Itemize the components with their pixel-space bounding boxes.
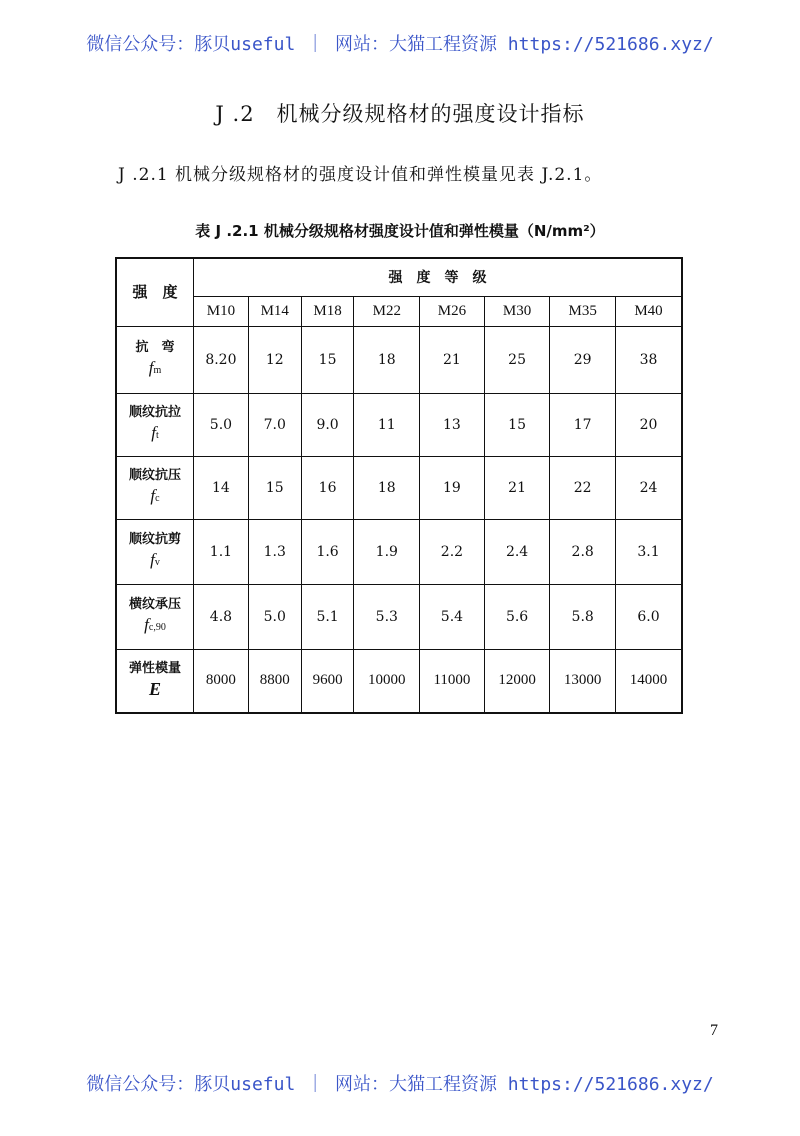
table-caption: 表 J .2.1 机械分级规格材强度设计值和弹性模量（N/mm²）: [195, 222, 605, 240]
table-cell: 13: [420, 393, 485, 456]
table-cell: 2.2: [420, 519, 485, 584]
table-cell: 17: [550, 393, 616, 456]
table-cell: 29: [550, 326, 616, 393]
table-cell: 20: [615, 393, 682, 456]
table-cell: 8000: [194, 649, 249, 713]
table-cell: 4.8: [194, 584, 249, 649]
grade-header: M22: [354, 296, 420, 326]
table-cell: 19: [420, 456, 485, 519]
table-cell: 16: [301, 456, 354, 519]
grade-header: M30: [484, 296, 550, 326]
table-cell: 7.0: [248, 393, 301, 456]
table-cell: 1.6: [301, 519, 354, 584]
table-cell: 1.1: [194, 519, 249, 584]
table-cell: 11: [354, 393, 420, 456]
table-cell: 22: [550, 456, 616, 519]
grade-header: M40: [615, 296, 682, 326]
table-cell: 24: [615, 456, 682, 519]
table-cell: 10000: [354, 649, 420, 713]
table-cell: 9600: [301, 649, 354, 713]
row-symbol: E: [148, 678, 161, 699]
table-row: [116, 584, 682, 649]
table-cell: 9.0: [301, 393, 354, 456]
grade-header: M14: [248, 296, 301, 326]
table-cell: 5.1: [301, 584, 354, 649]
table-cell: 15: [301, 326, 354, 393]
table-cell: 5.0: [248, 584, 301, 649]
table-cell: 5.4: [420, 584, 485, 649]
row-label: 顺纹抗压: [128, 468, 181, 483]
row-header: [116, 393, 194, 456]
grade-header: M18: [301, 296, 354, 326]
grade-header: M10: [194, 296, 249, 326]
row-header: [116, 584, 194, 649]
table-row: [116, 649, 682, 713]
table-cell: 14: [194, 456, 249, 519]
watermark-top: 微信公众号：豚贝useful ｜ 网站：大猫工程资源 https://521686.xyz/: [86, 34, 714, 55]
paragraph: J .2.1 机械分级规格材的强度设计值和弹性模量见表 J.2.1。: [118, 165, 603, 185]
row-symbol: fv: [150, 550, 160, 569]
table-cell: 21: [484, 456, 550, 519]
table-cell: 38: [615, 326, 682, 393]
table-cell: 15: [248, 456, 301, 519]
table-cell: 5.8: [550, 584, 616, 649]
grade-header: M35: [550, 296, 616, 326]
table-cell: 6.0: [615, 584, 682, 649]
page-number: 7: [710, 1022, 718, 1039]
table-cell: 21: [420, 326, 485, 393]
row-header: [116, 519, 194, 584]
table-row: [116, 393, 682, 456]
row-label: 横纹承压: [128, 597, 181, 612]
corner-header: 强 度: [116, 258, 194, 326]
table-cell: 5.6: [484, 584, 550, 649]
table-cell: 8800: [248, 649, 301, 713]
table-cell: 8.20: [194, 326, 249, 393]
row-symbol: ft: [151, 423, 159, 442]
table-cell: 2.4: [484, 519, 550, 584]
strength-table: [115, 257, 683, 714]
table-cell: 14000: [615, 649, 682, 713]
table-cell: 12: [248, 326, 301, 393]
table-cell: 18: [354, 326, 420, 393]
table-cell: 2.8: [550, 519, 616, 584]
row-symbol: fc,90: [144, 615, 166, 634]
row-label: 弹性模量: [128, 660, 181, 676]
row-header: [116, 456, 194, 519]
table-cell: 15: [484, 393, 550, 456]
watermark-bottom: 微信公众号：豚贝useful ｜ 网站：大猫工程资源 https://521686.xyz/: [86, 1074, 714, 1095]
row-symbol: fm: [148, 358, 162, 377]
table-cell: 3.1: [615, 519, 682, 584]
table-cell: 13000: [550, 649, 616, 713]
table-cell: 5.0: [194, 393, 249, 456]
table-cell: 11000: [420, 649, 485, 713]
table-row: [116, 326, 682, 393]
table-cell: 25: [484, 326, 550, 393]
section-title: J .2 机械分级规格材的强度设计指标: [215, 102, 585, 126]
table-cell: 18: [354, 456, 420, 519]
row-header: [116, 326, 194, 393]
table-row: [116, 519, 682, 584]
row-label: 抗 弯: [135, 340, 175, 355]
table-cell: 1.3: [248, 519, 301, 584]
grade-header: M26: [420, 296, 485, 326]
table-row: [116, 456, 682, 519]
table-cell: 1.9: [354, 519, 420, 584]
table-cell: 12000: [484, 649, 550, 713]
row-header: [116, 649, 194, 713]
row-symbol: fc: [150, 486, 160, 505]
row-label: 顺纹抗拉: [128, 405, 181, 420]
group-header: 强 度 等 级: [194, 258, 683, 296]
table-cell: 5.3: [354, 584, 420, 649]
row-label: 顺纹抗剪: [128, 532, 181, 547]
